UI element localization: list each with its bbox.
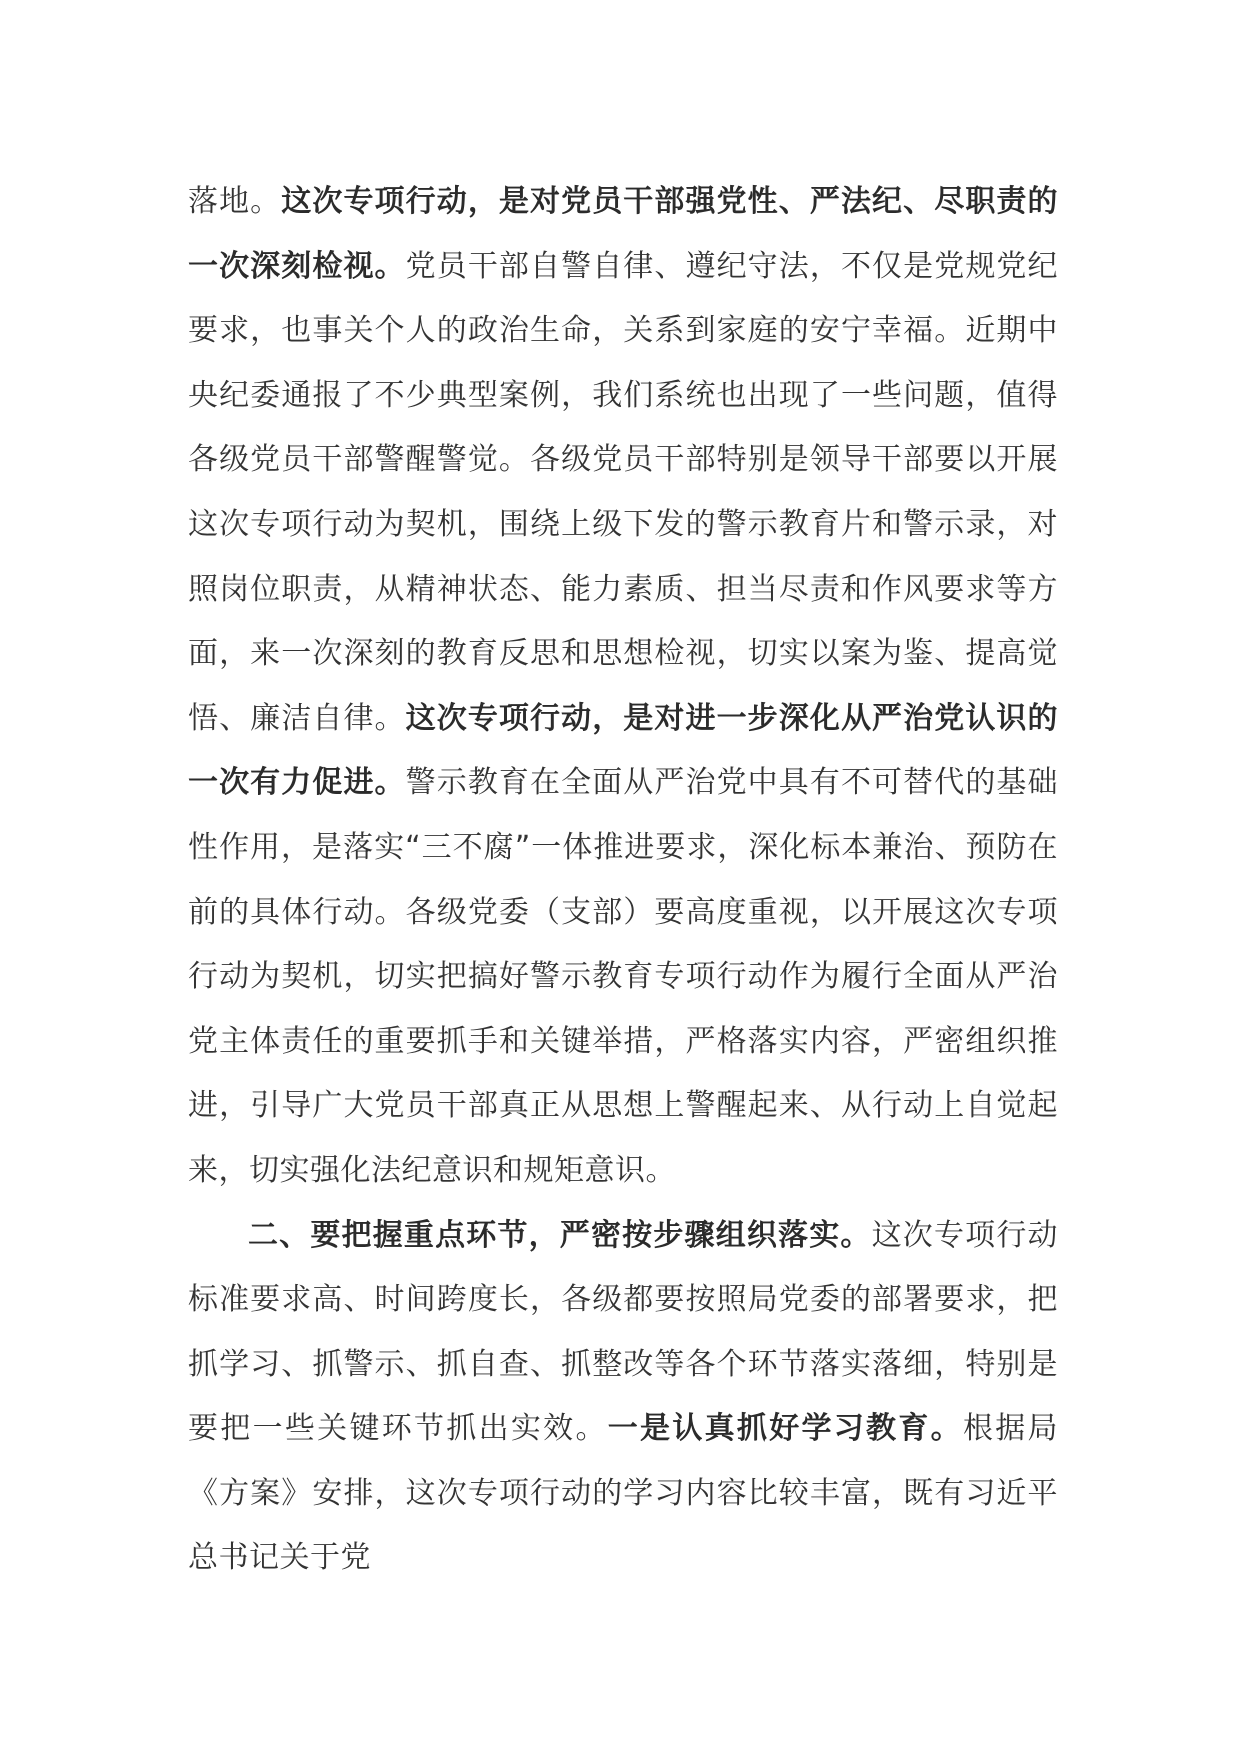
paragraph-1 bbox=[188, 170, 1058, 1204]
paragraph-2 bbox=[188, 1204, 1058, 1592]
document-body bbox=[188, 170, 1058, 1591]
section-heading-run: 二、要把握重点环节，严密按步骤组织落实。 bbox=[248, 1217, 872, 1253]
text-run: 落地。 bbox=[188, 184, 282, 219]
text-run: 这次专项行动标准要求高、时间跨度长，各级都要按照局党委的部署要求，把抓学习、抓警示、抓自查、抓整改等各个环节落实落细，特别是要把一些关键环节抓出实效。 bbox=[188, 1217, 1059, 1447]
bold-text-run: 这次专项行动，是对党员干部强党性、严法纪、尽职责的一次深刻检视。 bbox=[188, 184, 1059, 284]
text-run: 党员干部自警自律、遵纪守法，不仅是党规党纪要求，也事关个人的政治生命，关系到家庭的安宁幸福。近期中央纪委通报了不少典型案例，我们系统也出现了一些问题，值得各级党员干部警醒警觉。各级党员干部特别是领导干部要以开展这次专项行动为契机，围绕上级下发的警示教育片和警示录，对照岗位职责，从精神状态、能力素质、担当尽责和作风要求等方面，来一次深刻的教育反思和思想检视，切实以案为鉴、提高觉悟、廉洁自律。 bbox=[188, 248, 1059, 736]
bold-text-run: 一是认真抓好学习教育。 bbox=[607, 1411, 963, 1447]
text-run: 警示教育在全面从严治党中具有不可替代的基础性作用，是落实“三不腐”一体推进要求，深化标本兼治、预防在前的具体行动。各级党委（支部）要高度重视，以开展这次专项行动为契机，切实把搞好警示教育专项行动作为履行全面从严治党主体责任的重要抓手和关键举措，严格落实内容，严密组织推进，引导广大党员干部真正从思想上警醒起来、从行动上自觉起来，切实强化法纪意识和规矩意识。 bbox=[188, 765, 1059, 1188]
bold-text-run: 这次专项行动，是对进一步深化从严治党认识的一次有力促进。 bbox=[188, 700, 1059, 801]
text-run: 根据局《方案》安排，这次专项行动的学习内容比较丰富，既有习近平总书记关于党 bbox=[188, 1411, 1059, 1576]
